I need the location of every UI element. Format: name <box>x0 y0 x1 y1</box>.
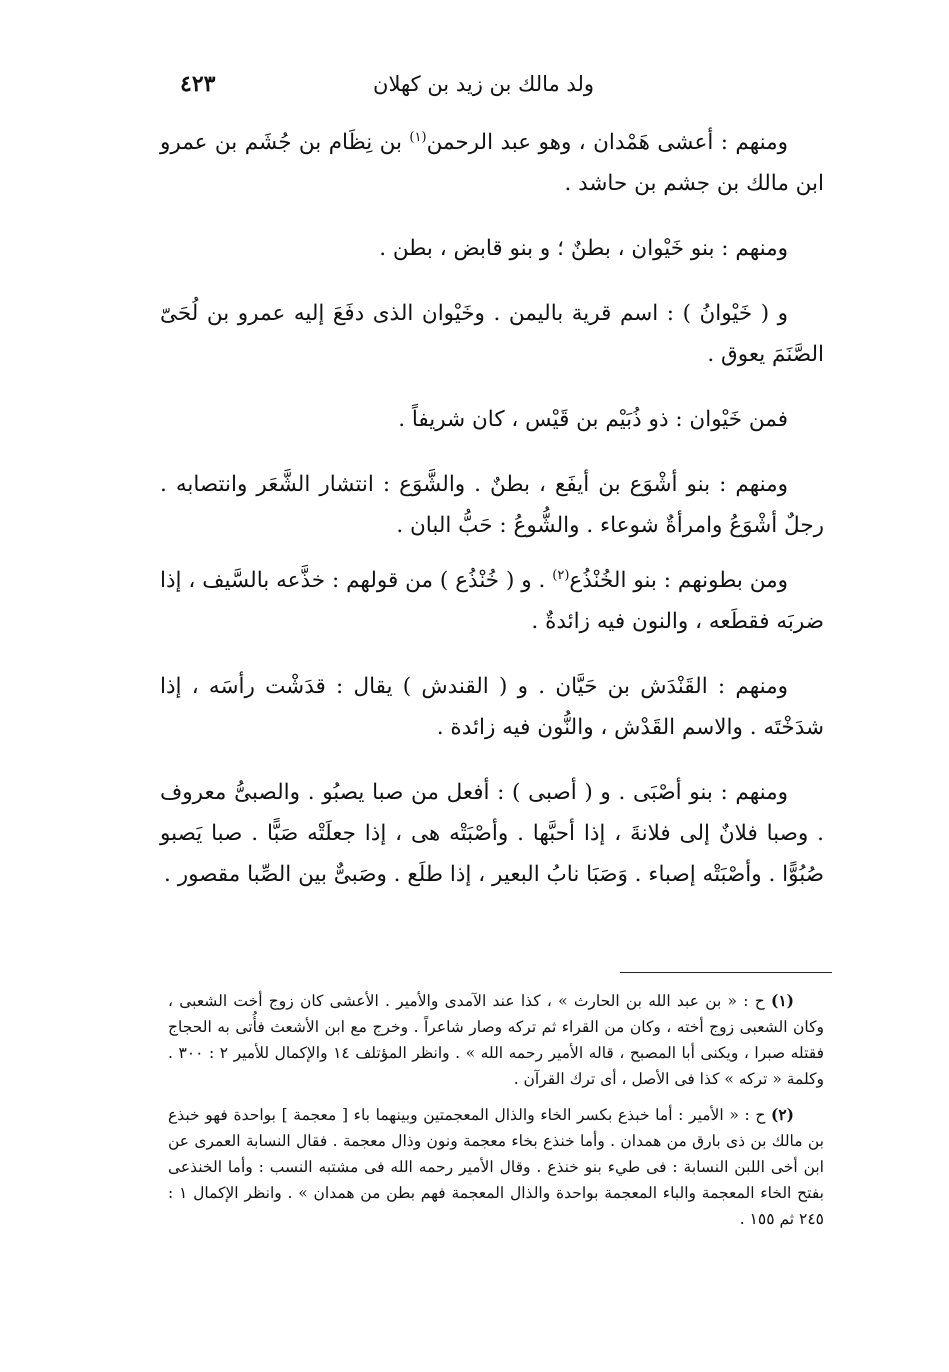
paragraph-6 <box>160 560 824 642</box>
paragraph-4: فمن خَيْوان : ذو ذُبَيْم بن قَيْس ، كان شريفاً . <box>398 407 788 432</box>
footnote-2-number: (٢) <box>770 1105 794 1124</box>
running-header <box>160 66 824 102</box>
paragraph-1-text-a: ومنهم : أعشى هَمْدان ، وهو عبد الرحمن <box>426 130 789 155</box>
footnote-2-text: ح : « الأمير : أما خبذع بكسر الخاء والذال المعجمتين وبينهما باء [ معجمة ] بواحدة فهو خبذع بن مالك بن ذى بارق من همدان . وأما خنذع بخاء معجمة ونون وذال معجمة . فقال النسابة العمرى عن ابن أخى اللبن النسابة : فى طيء بنو خنذع . وقال الأمير رحمه الله فى مشتبه النسب : وأما الخنذعى بفتح الخاء المعجمة والباء المعجمة بواحدة والذال المعجمة فهم بطن من همدان » . وانظر الإكمال ١ : ٢٤٥ ثم ١٥٥ . <box>168 1106 824 1228</box>
footnote-ref-2: (٢) <box>552 567 570 583</box>
paragraph-7: ومنهم : القَنْدَش بن حَيَّان . و ( القندش ) يقال : قدَشْت رأسَه ، إذا شدَخْتَه . والاسم القَدْش ، والنُّون فيه زائدة . <box>160 674 824 740</box>
footnote-separator <box>620 972 832 973</box>
paragraph-8: ومنهم : بنو أصْبَى . و ( أصبى ) : أفعل من صبا يصبُو . والصبىُّ معروف . وصبا فلانٌ إلى فلانةَ ، إذا أحبَّها . وأصْبَتْه هى ، إذا جعلَتْه صَبًّا . صبا يَصبو صُبُوًّا . وأصْبَتْه إصباء . وَصَبَا نابُ البعير ، إذا طلَع . وصَبىٌّ بين الصِّبا مقصور . <box>160 780 824 887</box>
footnote-2 <box>168 1102 824 1232</box>
footnote-ref-1: (١) <box>409 129 427 145</box>
footnotes <box>168 988 824 1242</box>
paragraph-6-text-b: . و ( خُنْذُع ) من قولهم : خذَّعه بالسَّيف ، إذا ضربَه فقطَعه ، والنون فيه زائدةٌ . <box>160 568 824 634</box>
paragraph-6-text-a: ومن بطونهم : بنو الخُنْذُع <box>569 568 789 593</box>
paragraph-1 <box>160 122 824 204</box>
paragraph-1-text-b: بن نِظَام بن جُشَم بن عمرو ابن مالك بن جشم بن حاشد . <box>160 130 824 196</box>
paragraph-3: و ( خَيْوانُ ) : اسم قرية باليمن . وخَيْوان الذى دفَعَ إليه عمرو بن لُحَىّ الصَّنَمَ يعوق . <box>160 301 824 367</box>
main-text <box>160 122 824 919</box>
footnote-1-number: (١) <box>770 991 794 1010</box>
footnote-1-text: ح : « بن عبد الله بن الحارث » ، كذا عند الآمدى والأمير . الأعشى كان زوج أخت الشعبى ، وكان الشعبى زوج أخته ، وكان من القراء ثم تركه وصار شاعراً . وخرج مع ابن الأشعث فأُتى به الحجاج فقتله صبرا ، ويكنى أبا المصبح ، قاله الأمير رحمه الله » . وانظر المؤتلف ١٤ والإكمال للأمير ٢ : ٣٠٠ . وكلمة « تركه » كذا فى الأصل ، أى ترك القرآن . <box>168 992 824 1088</box>
running-title: ولد مالك بن زيد بن كهلان <box>373 72 594 96</box>
page-number: ٤٢٣ <box>180 71 216 97</box>
paragraph-5: ومنهم : بنو أشْوَع بن أيفَع ، بطنٌ . والشَّوَع : انتشار الشَّعَر وانتصابه . رجلٌ أشْوَعُ وامرأةٌ شوعاء . والشُّوعُ : حَبُّ البان . <box>160 472 824 538</box>
paragraph-2: ومنهم : بنو خَيْوان ، بطنٌ ؛ و بنو قابض ، بطن . <box>379 236 788 261</box>
footnote-1 <box>168 988 824 1092</box>
